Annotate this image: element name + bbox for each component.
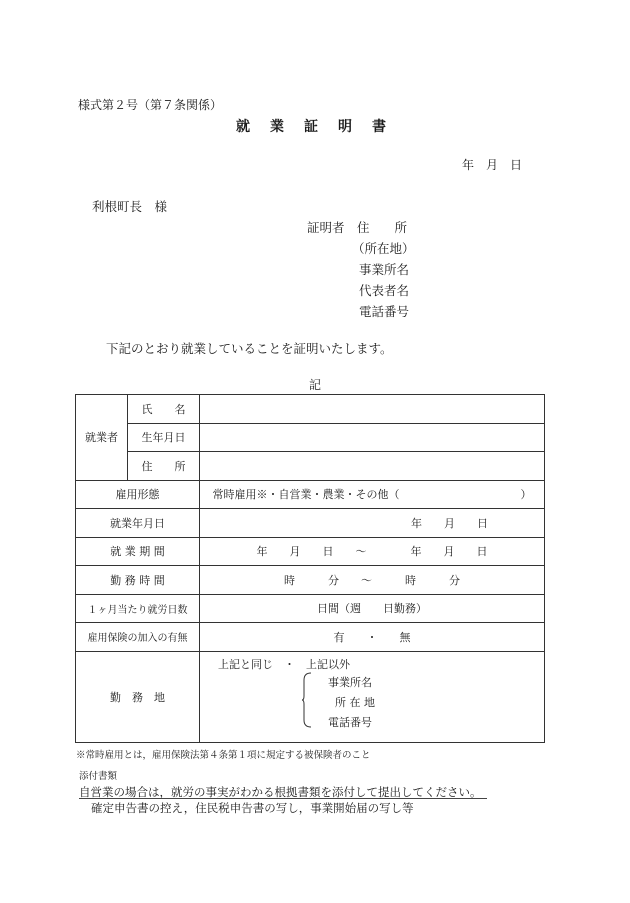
- workplace-phone-label: 電話番号: [328, 715, 372, 729]
- ki-heading: 記: [309, 378, 322, 392]
- address-field[interactable]: [200, 452, 545, 481]
- brace-icon: [302, 672, 312, 728]
- attachments-title: 添付書類: [79, 771, 118, 782]
- form-number-label: 様式第２号（第７条関係）: [78, 98, 223, 112]
- start-date-field[interactable]: [200, 509, 545, 538]
- birth-date-label: 生年月日: [128, 423, 200, 452]
- employment-type-field[interactable]: 常時雇用※・自営業・農業・その他（ ）: [200, 480, 545, 509]
- certifier-office-label: 事業所名: [359, 262, 410, 277]
- start-date-value: 年 月 日: [411, 516, 488, 530]
- table-row: [76, 509, 545, 538]
- insurance-label: 雇用保険の加入の有無: [76, 623, 200, 652]
- name-field[interactable]: [200, 395, 545, 424]
- attachments-note-self-employed: 自営業の場合は，就労の事実がわかる根拠書類を添付して提出してください。: [79, 785, 482, 799]
- table-row: [76, 623, 545, 652]
- work-period-label: 就 業 期 間: [76, 537, 200, 566]
- employment-table: [75, 394, 545, 743]
- insurance-field[interactable]: 有 ・ 無: [200, 623, 545, 652]
- work-period-field[interactable]: 年 月 日 ～ 年 月 日: [200, 537, 545, 566]
- footnote: ※常時雇用とは，雇用保険法第４条第１項に規定する被保険者のこと: [76, 750, 371, 761]
- certifier-representative-label: 代表者名: [359, 283, 410, 298]
- certification-statement: 下記のとおり就業していることを証明いたします。: [106, 341, 393, 356]
- table-row: [76, 594, 545, 623]
- workplace-location-label: 所 在 地: [335, 695, 375, 709]
- table-row: [76, 480, 545, 509]
- document-title: 就業証明書: [236, 119, 406, 135]
- table-row: [76, 395, 545, 424]
- worker-group-label: 就業者: [76, 395, 128, 481]
- work-hours-label: 勤 務 時 間: [76, 566, 200, 595]
- table-row: [76, 566, 545, 595]
- table-row: [76, 423, 545, 452]
- certifier-phone-label: 電話番号: [359, 304, 410, 319]
- workplace-office-label: 事業所名: [328, 675, 372, 689]
- table-row: [76, 537, 545, 566]
- workplace-label: 勤 務 地: [76, 651, 200, 742]
- name-label: 氏 名: [128, 395, 200, 424]
- employment-type-label: 雇用形態: [76, 480, 200, 509]
- table-row: [76, 452, 545, 481]
- certifier-block: [307, 217, 415, 322]
- certifier-address-label: 証明者 住 所: [307, 220, 408, 235]
- start-date-label: 就業年月日: [76, 509, 200, 538]
- workplace-field[interactable]: [200, 651, 545, 742]
- issue-date: 年 月 日: [462, 158, 523, 172]
- table-row: [76, 651, 545, 742]
- addressee: 利根町長 様: [92, 199, 168, 214]
- monthly-days-label: １ヶ月当たり就労日数: [76, 594, 200, 623]
- work-hours-field[interactable]: 時 分 ～ 時 分: [200, 566, 545, 595]
- certifier-location-label: （所在地）: [352, 241, 415, 256]
- monthly-days-field[interactable]: 日間（週 日勤務）: [200, 594, 545, 623]
- address-label: 住 所: [128, 452, 200, 481]
- workplace-choice[interactable]: 上記と同じ ・ 上記以外: [218, 657, 350, 671]
- attachments-underline: [79, 798, 487, 799]
- birth-date-field[interactable]: [200, 423, 545, 452]
- attachments-examples: 確定申告書の控え，住民税申告書の写し，事業開始届の写し等: [91, 801, 414, 815]
